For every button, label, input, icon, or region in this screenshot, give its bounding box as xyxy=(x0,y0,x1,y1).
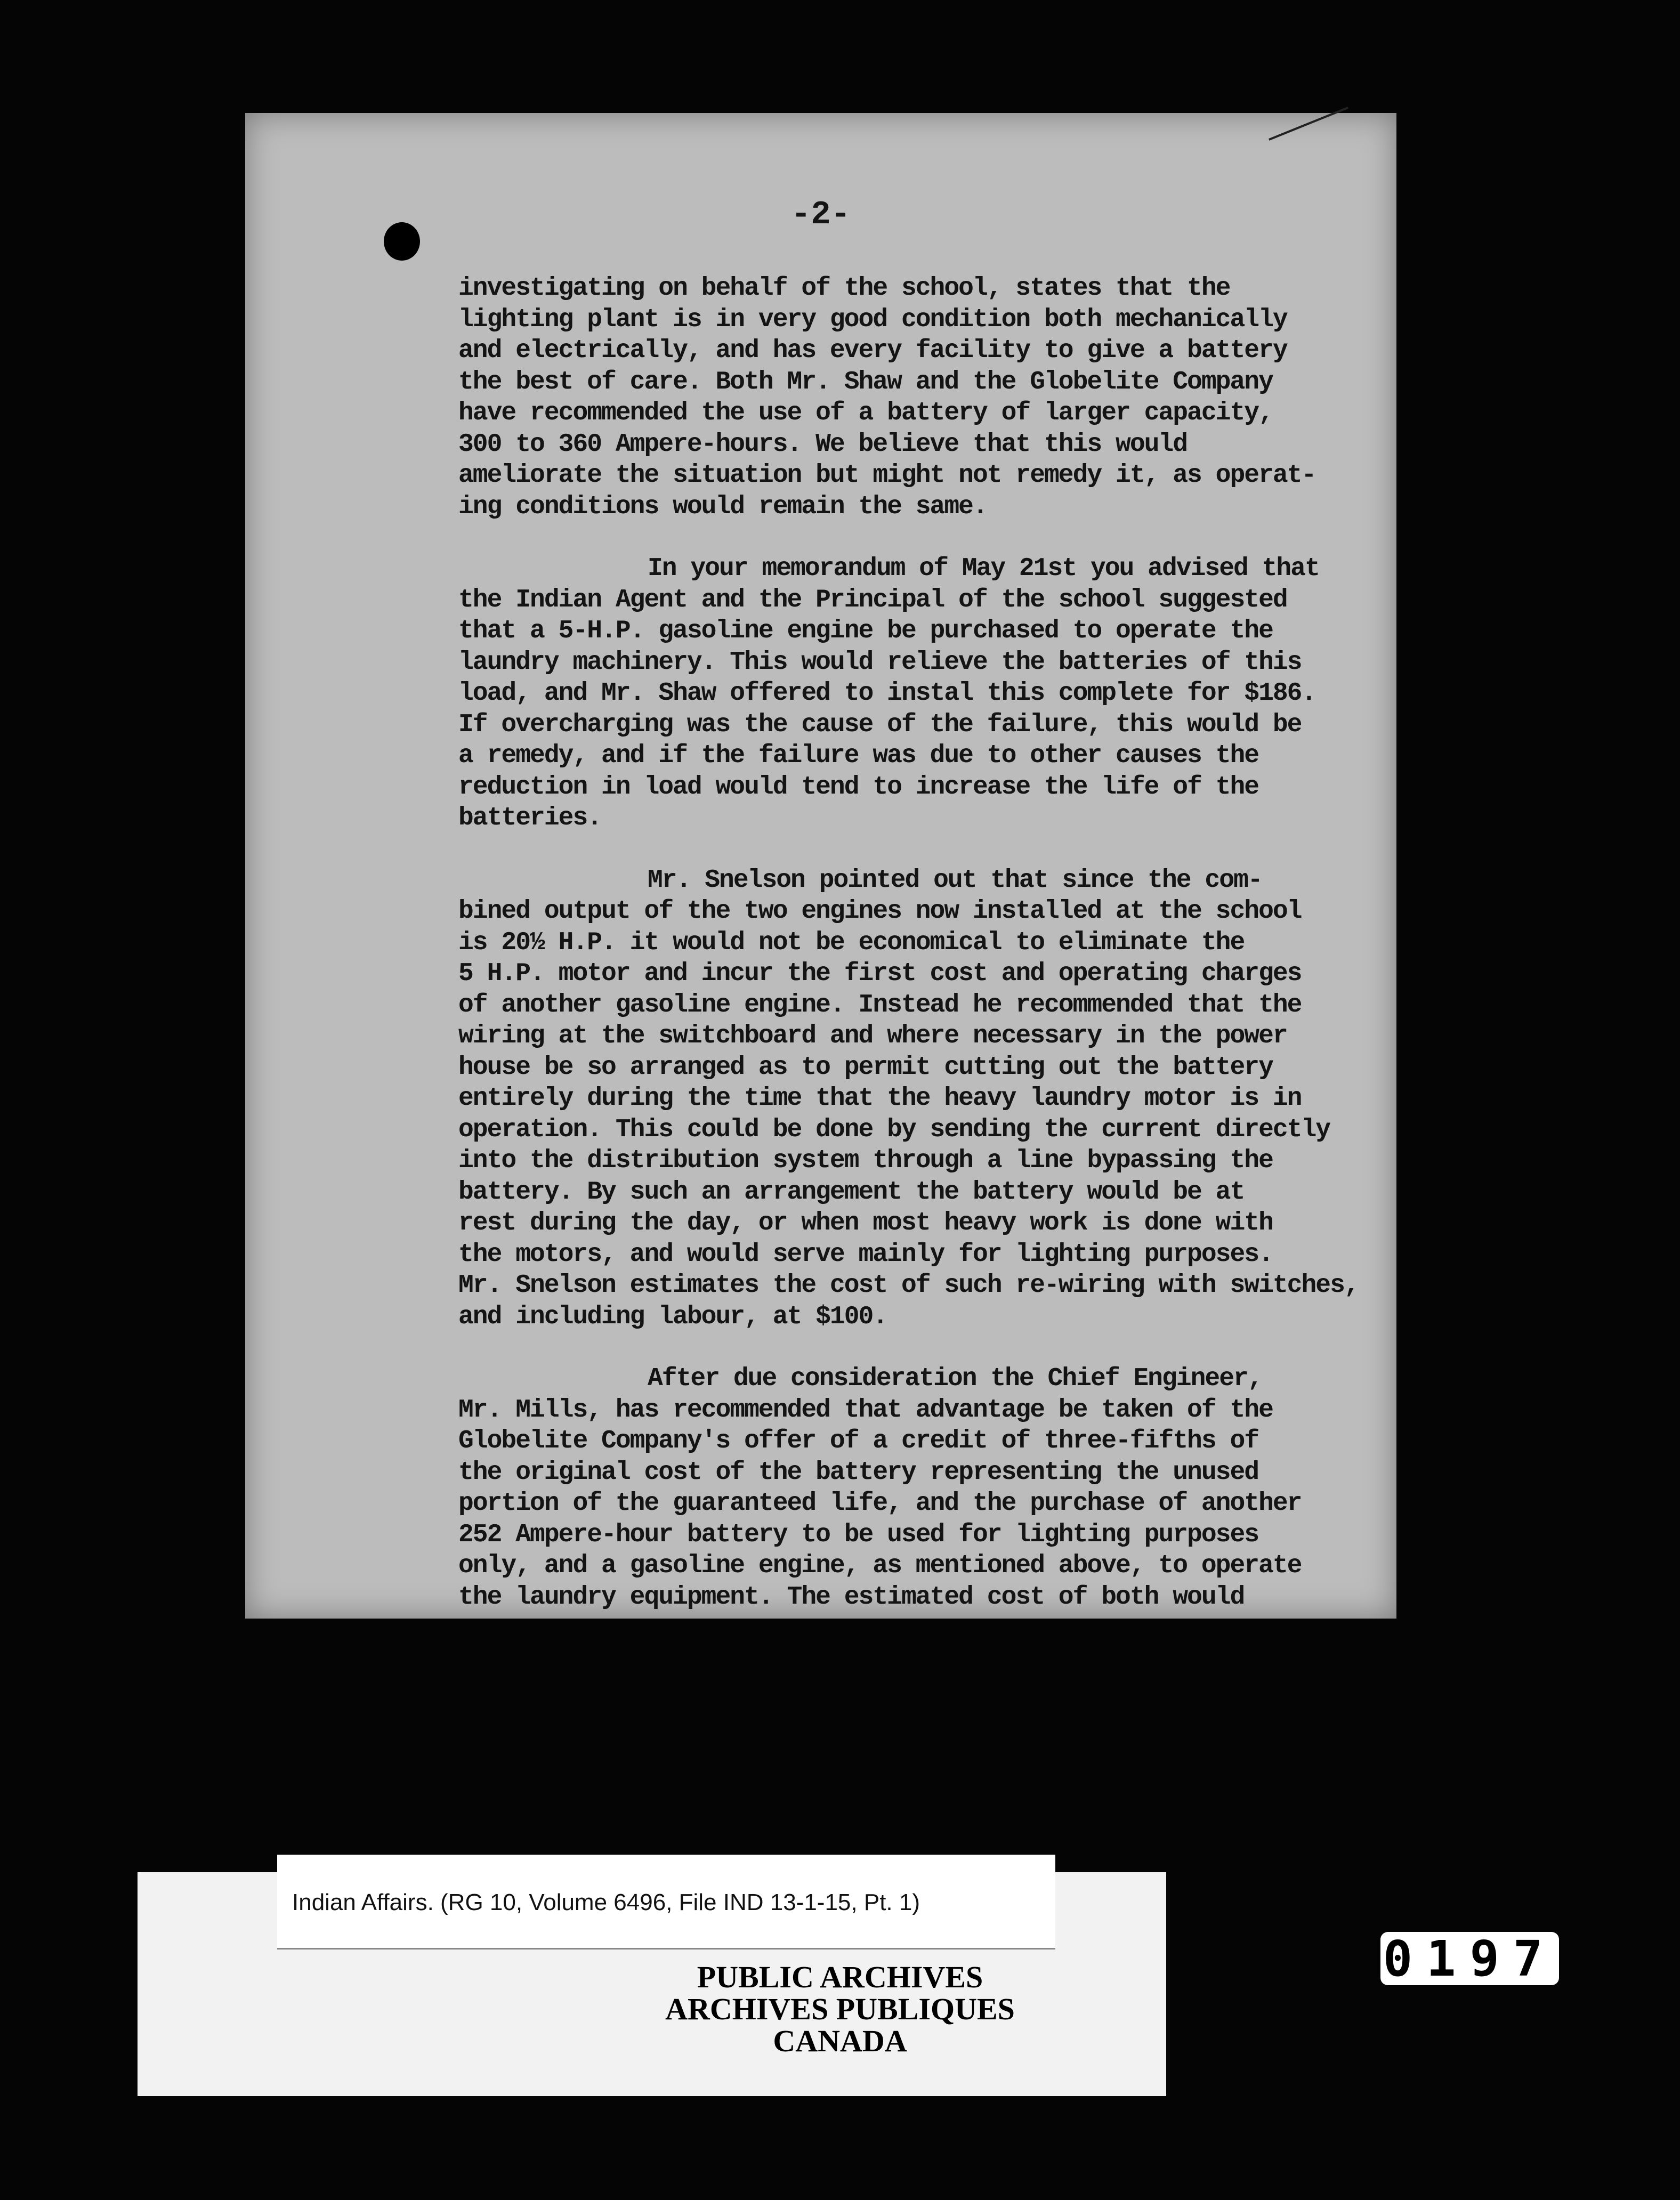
text-line: If overcharging was the cause of the failure, this would be xyxy=(458,710,1302,739)
archive-stamp-line: ARCHIVES PUBLIQUES xyxy=(665,1992,1015,2026)
text-line: After due consideration the Chief Engineer, xyxy=(648,1364,1262,1393)
text-line: lighting plant is in very good condition both mechanically xyxy=(458,305,1287,334)
text-line: ameliorate the situation but might not remedy it, as operat- xyxy=(458,461,1316,490)
text-line: rest during the day, or when most heavy work is done with xyxy=(458,1209,1273,1237)
archive-reference: Indian Affairs. (RG 10, Volume 6496, File IND 13-1-15, Pt. 1) xyxy=(292,1889,920,1915)
text-line: ing conditions would remain the same. xyxy=(458,492,987,521)
text-line: of another gasoline engine. Instead he recommended that the xyxy=(458,990,1302,1020)
corner-pen-mark xyxy=(1269,107,1348,141)
text-line: operation. This could be done by sending the current directly xyxy=(458,1115,1330,1144)
archive-stamp-line: CANADA xyxy=(773,2024,907,2058)
document-page xyxy=(245,113,1396,1619)
text-line: In your memorandum of May 21st you advised that xyxy=(648,554,1319,583)
text-line: Mr. Snelson pointed out that since the com- xyxy=(648,866,1262,895)
text-line: and including labour, at $100. xyxy=(458,1302,887,1331)
page-number: -2- xyxy=(791,196,851,233)
frame-counter: 0197 xyxy=(1380,1932,1559,1985)
text-line: batteries. xyxy=(458,804,602,832)
text-line: a remedy, and if the failure was due to other causes the xyxy=(458,741,1259,770)
text-line: is 20½ H.P. it would not be economical to eliminate the xyxy=(458,928,1245,957)
text-line: wiring at the switchboard and where necessary in the power xyxy=(458,1022,1287,1050)
document-body xyxy=(458,273,1386,1613)
text-line: Mr. Snelson estimates the cost of such re-wiring with switches, xyxy=(458,1271,1359,1300)
text-line: the motors, and would serve mainly for lighting purposes. xyxy=(458,1240,1273,1269)
paragraph xyxy=(458,1363,1386,1613)
text-line: the original cost of the battery representing the unused xyxy=(458,1458,1259,1487)
text-line: the laundry equipment. The estimated cost of both would xyxy=(458,1582,1245,1612)
text-line: 252 Ampere-hour battery to be used for lighting purposes xyxy=(458,1520,1259,1549)
text-line: house be so arranged as to permit cutting out the battery xyxy=(458,1053,1273,1082)
text-line: 5 H.P. motor and incur the first cost and operating charges xyxy=(458,959,1302,988)
text-line: portion of the guaranteed life, and the purchase of another xyxy=(458,1489,1302,1518)
text-line: battery. By such an arrangement the battery would be at xyxy=(458,1177,1245,1207)
text-line: reduction in load would tend to increase the life of the xyxy=(458,772,1259,802)
paragraph xyxy=(458,273,1386,522)
text-line: into the distribution system through a line bypassing the xyxy=(458,1146,1273,1175)
text-line: load, and Mr. Shaw offered to instal this complete for $186. xyxy=(458,679,1316,708)
text-line: Globelite Company's offer of a credit of three-fifths of xyxy=(458,1427,1259,1455)
text-line: investigating on behalf of the school, states that the xyxy=(458,274,1230,303)
paragraph xyxy=(458,865,1386,1333)
text-line: laundry machinery. This would relieve the batteries of this xyxy=(458,648,1302,677)
archive-stamp-line: PUBLIC ARCHIVES xyxy=(697,1960,983,1994)
text-line: Mr. Mills, has recommended that advantage be taken of the xyxy=(458,1395,1273,1425)
text-line: the best of care. Both Mr. Shaw and the Globelite Company xyxy=(458,367,1273,397)
text-line: only, and a gasoline engine, as mentioned above, to operate xyxy=(458,1551,1302,1580)
text-line: have recommended the use of a battery of larger capacity, xyxy=(458,399,1273,427)
text-line: that a 5-H.P. gasoline engine be purchased to operate the xyxy=(458,617,1273,645)
text-line: 300 to 360 Ampere-hours. We believe that this would xyxy=(458,430,1188,459)
text-line: the Indian Agent and the Principal of the school suggested xyxy=(458,585,1287,614)
text-line: entirely during the time that the heavy laundry motor is in xyxy=(458,1084,1302,1113)
text-line: and electrically, and has every facility to give a battery xyxy=(458,336,1287,365)
paragraph xyxy=(458,553,1386,834)
text-line: bined output of the two engines now installed at the school xyxy=(458,897,1302,926)
